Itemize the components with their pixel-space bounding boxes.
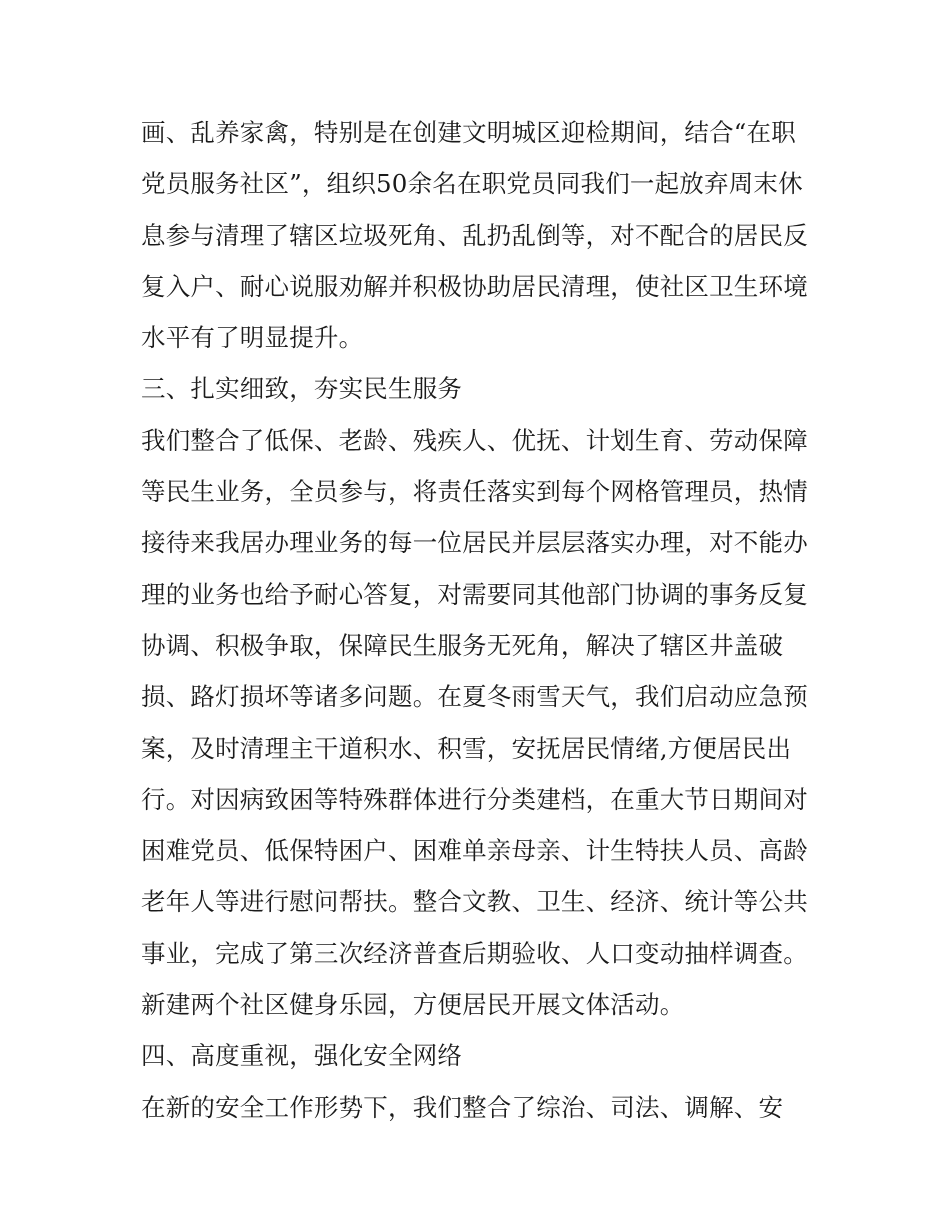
body-text bbox=[141, 107, 821, 1133]
text-line: 困难党员、低保特困户、困难单亲母亲、计生特扶人员、高龄 bbox=[141, 836, 808, 866]
text-line: 党员服务社区”，组织50余名在职党员同我们一起放弃周末休 bbox=[141, 169, 803, 199]
text-line: 行。对因病致困等特殊群体进行分类建档，在重大节日期间对 bbox=[141, 784, 808, 814]
text-line: 息参与清理了辖区垃圾死角、乱扔乱倒等，对不配合的居民反 bbox=[141, 220, 808, 250]
text-line: 案，及时清理主干道积水、积雪，安抚居民情绪,方便居民出 bbox=[141, 733, 792, 763]
text-line: 等民生业务，全员参与，将责任落实到每个网格管理员，热情 bbox=[141, 477, 808, 507]
text-line: 损、路灯损坏等诸多问题。在夏冬雨雪天气，我们启动应急预 bbox=[141, 682, 808, 712]
text-line: 事业，完成了第三次经济普查后期验收、人口变动抽样调查。 bbox=[141, 938, 808, 968]
text-line: 复入户、耐心说服劝解并积极协助居民清理，使社区卫生环境 bbox=[141, 271, 808, 301]
text-line: 接待来我居办理业务的每一位居民并层层落实办理，对不能办 bbox=[141, 528, 808, 558]
text-line: 老年人等进行慰问帮扶。整合文教、卫生、经济、统计等公共 bbox=[141, 887, 808, 917]
text-line: 协调、积极争取，保障民生服务无死角，解决了辖区井盖破 bbox=[141, 630, 784, 660]
text-line: 水平有了明显提升。 bbox=[141, 323, 364, 353]
text-line: 新建两个社区健身乐园，方便居民开展文体活动。 bbox=[141, 990, 685, 1020]
text-line: 画、乱养家禽，特别是在创建文明城区迎检期间，结合“在职 bbox=[141, 118, 796, 147]
text-line: 理的业务也给予耐心答复，对需要同其他部门协调的事务反复 bbox=[141, 579, 808, 609]
text-line: 在新的安全工作形势下，我们整合了综治、司法、调解、安 bbox=[141, 1092, 784, 1122]
text-line: 我们整合了低保、老龄、残疾人、优抚、计划生育、劳动保障 bbox=[141, 425, 808, 455]
section-heading-4: 四、高度重视，强化安全网络 bbox=[141, 1041, 463, 1071]
section-heading-3: 三、扎实细致，夯实民生服务 bbox=[141, 374, 463, 404]
